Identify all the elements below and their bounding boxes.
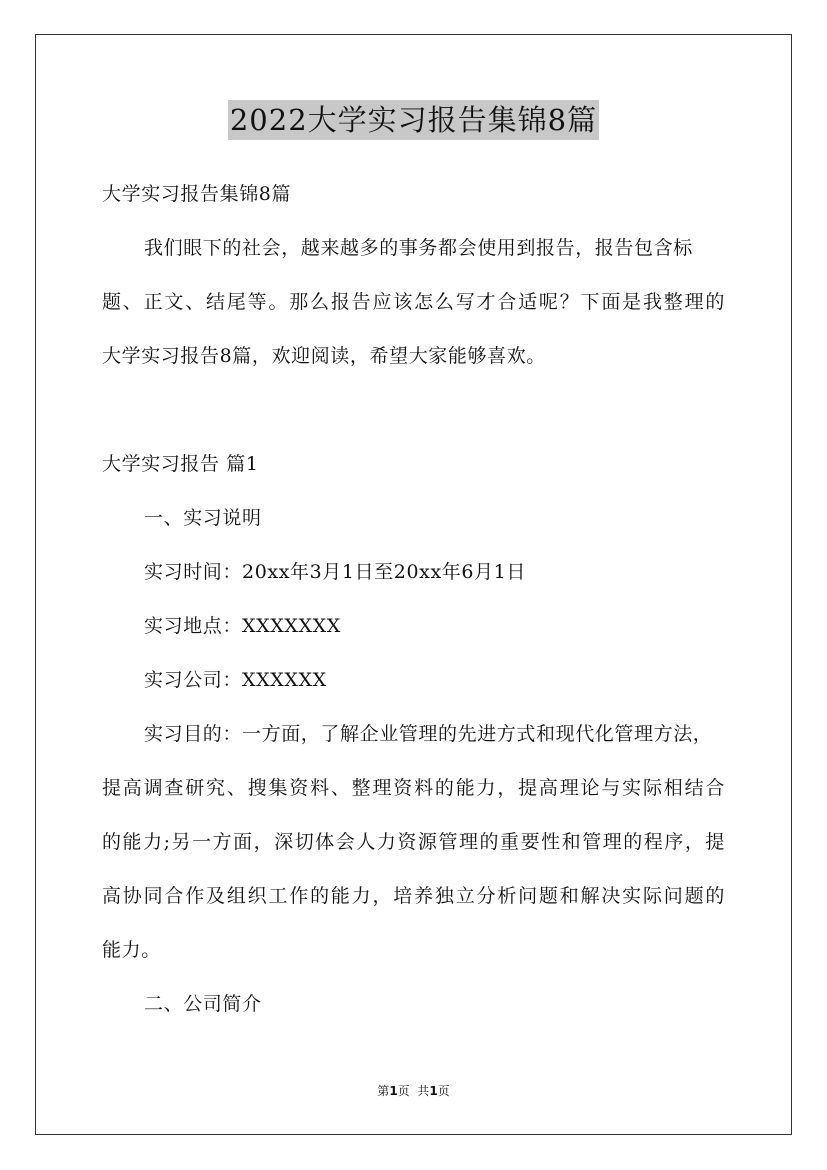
purpose-line-4: 高协同合作及组织工作的能力，培养独立分析问题和解决实际问题的 — [102, 885, 725, 907]
intro-line-2: 题、正文、结尾等。那么报告应该怎么写才合适呢？下面是我整理的 — [102, 291, 725, 313]
purpose-line-5: 能力。 — [102, 939, 161, 961]
footer-page-total: 1 — [429, 1084, 438, 1098]
part1-heading: 一、实习说明 — [144, 507, 262, 529]
footer-page-num: 1 — [389, 1084, 398, 1098]
intro-line-1: 我们眼下的社会，越来越多的事务都会使用到报告，报告包含标 — [144, 237, 693, 259]
internship-company: 实习公司：XXXXXX — [144, 669, 327, 691]
purpose-line-3: 的能力;另一方面，深切体会人力资源管理的重要性和管理的程序，提 — [102, 831, 725, 853]
purpose-line-1: 实习目的：一方面，了解企业管理的先进方式和现代化管理方法， — [144, 723, 713, 745]
title-text: 2022大学实习报告集锦8篇 — [228, 100, 599, 140]
internship-place: 实习地点：XXXXXXX — [144, 615, 341, 637]
footer-prefix: 第 — [377, 1084, 390, 1098]
section-heading: 大学实习报告 篇1 — [102, 453, 259, 475]
footer-suffix: 页 — [437, 1084, 450, 1098]
footer-mid: 页 共 — [397, 1084, 430, 1098]
intro-line-3: 大学实习报告8篇，欢迎阅读，希望大家能够喜欢。 — [102, 345, 546, 367]
internship-time: 实习时间：20xx年3月1日至20xx年6月1日 — [144, 561, 526, 583]
purpose-line-2: 提高调查研究、搜集资料、整理资料的能力，提高理论与实际相结合 — [102, 777, 725, 799]
part2-heading: 二、公司简介 — [144, 993, 262, 1015]
subtitle: 大学实习报告集锦8篇 — [102, 183, 292, 205]
page-footer — [0, 1083, 827, 1099]
document-title — [0, 100, 827, 140]
